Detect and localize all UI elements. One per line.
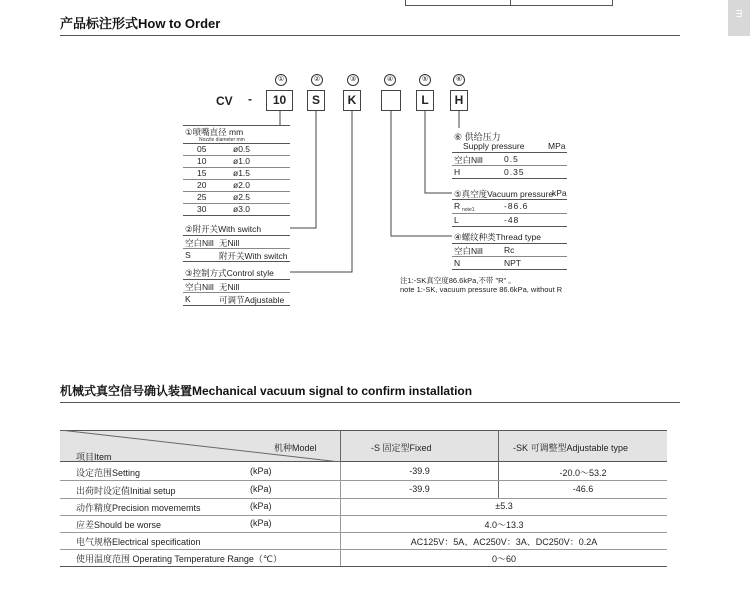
spec-row-unit: (kPa) [250,501,272,511]
spec-row-value-sk: -46.6 [572,484,594,494]
order-num-1: ① [275,74,287,86]
nozzle-row [183,168,290,180]
nozzle-diameter: ø2.5 [233,192,251,202]
control-code: K [185,294,191,304]
side-tab-label: m [733,9,745,18]
spec-row-label: 使用温度范围 Operating Temperature Range（℃） [76,554,283,564]
nozzle-diameter: ø3.0 [233,204,251,214]
connector-switch [290,111,316,228]
spec-header-sk: -SK 可调整型Adjustable type [513,443,629,453]
order-box-switch: S [307,90,325,111]
thread-code: 空白Nill [454,246,483,256]
spec-row-label: 设定范围Setting [76,468,141,478]
spec-row [60,480,667,499]
thread-row [452,257,567,270]
spec-row [60,532,667,550]
spec-row [60,498,667,516]
vacuum-block [452,187,567,227]
order-box-control: K [343,90,361,111]
order-box-supply: H [450,90,468,111]
nozzle-row [183,192,290,204]
control-row [183,293,290,306]
connector-thread [391,111,452,236]
section-title-mechanical-vacuum: 机械式真空信号确认装置Mechanical vacuum signal to confirm installation [60,384,473,398]
nozzle-diameter: ø2.0 [233,180,251,190]
spec-row-label: 动作精度Precision movememts [76,503,201,513]
order-num-4: ④ [384,74,396,86]
vacuum-row [452,200,567,214]
vacuum-note-ref: note1 [462,207,475,213]
spec-row-unit: (kPa) [250,466,272,476]
thread-block [452,231,567,270]
nozzle-row [183,156,290,168]
thread-code: N [454,258,461,268]
spec-row-value: AC125V：5A、AC250V：3A、DC250V：0.2A [410,537,598,547]
switch-title: ②附开关With switch [183,223,290,236]
supply-code: H [454,167,461,177]
nozzle-code: 20 [197,180,207,190]
thread-value: NPT [504,258,521,268]
order-num-2: ② [311,74,323,86]
order-prefix: CV [216,94,233,108]
connector-control [290,111,352,272]
spec-row [60,549,667,567]
spec-divider-v1-body [340,462,341,566]
spec-row-label: 应差Should be worse [76,520,162,530]
control-desc: 可调节Adjustable [219,295,285,305]
supply-value: 0.5 [504,154,519,164]
nozzle-diameter: ø0.5 [233,144,251,154]
vacuum-unit: kPa [552,188,567,198]
switch-desc: 无Nill [219,238,240,248]
note-cn: 注1:-SK真空度86.6kPa,不带 "R" 。 [400,276,516,285]
spec-row-unit: (kPa) [250,518,272,528]
vacuum-value: -48 [504,215,520,225]
order-num-6: ⑥ [453,74,465,86]
spec-row-value-s: -39.9 [409,484,430,494]
switch-row [183,236,290,249]
spec-row-value: 0～60 [491,554,517,564]
section-title-how-to-order: 产品标注形式How to Order [60,16,221,31]
vacuum-code: R [454,201,461,211]
nozzle-code: 15 [197,168,207,178]
control-title: ③控制方式Control style [183,267,290,280]
supply-value: 0.35 [504,167,525,177]
nozzle-row [183,204,290,216]
vacuum-value: -86.6 [504,201,529,211]
nozzle-code: 25 [197,192,207,202]
spec-table [60,430,667,566]
control-code: 空白Nill [185,282,214,292]
vacuum-row [452,214,567,227]
nozzle-diameter: ø1.0 [233,156,251,166]
spec-header-model: 机种Model [274,443,317,453]
vacuum-title: ⑤真空度Vacuum pressure [454,189,554,199]
thread-row [452,244,567,257]
order-box-nozzle: 10 [266,90,293,111]
nozzle-row [183,180,290,192]
supply-subtitle: Supply pressure [463,141,525,151]
nozzle-code: 10 [197,156,207,166]
spec-row-unit: (kPa) [250,484,272,494]
nozzle-block [183,125,290,216]
supply-unit: MPa [548,141,566,151]
spec-header-s: -S 固定型Fixed [371,443,432,453]
nozzle-diameter: ø1.5 [233,168,251,178]
switch-code: 空白Nill [185,238,214,248]
connector-vacuum [425,111,452,193]
spec-header-item: 项目Item [76,452,112,462]
switch-code: S [185,250,191,260]
section-rule-2 [60,402,680,403]
control-block [183,267,290,306]
switch-block [183,223,290,262]
spec-row [60,462,667,481]
nozzle-code: 30 [197,204,207,214]
supply-title: ⑥ 供给压力 [454,132,501,142]
control-desc: 无Nill [219,282,240,292]
nozzle-code: 05 [197,144,207,154]
spec-divider-v1 [340,430,341,462]
order-box-vacuum: L [416,90,434,111]
nozzle-row [183,144,290,156]
supply-code: 空白Nill [454,155,483,165]
switch-desc: 附开关With switch [219,251,288,261]
note-en: note 1:-SK, vacuum pressure 86.6kPa, without R [400,285,563,294]
order-dash: - [248,92,252,106]
spec-row-value: ±5.3 [495,501,513,511]
nozzle-title: ①喷嘴直径 mm [185,127,244,137]
supply-row [452,166,567,179]
thread-title: ④螺纹种类Thread type [452,231,567,244]
switch-row [183,249,290,262]
supply-block [452,128,567,179]
order-num-3: ③ [347,74,359,86]
spec-row [60,515,667,533]
vacuum-code: L [454,215,459,225]
spec-row-value: 4.0～13.3 [484,520,524,530]
nozzle-subtitle: Nozzle diameter mm [199,137,245,143]
spec-row-value-s: -39.9 [409,466,430,476]
spec-row-value-sk: -20.0～53.2 [559,468,607,478]
spec-row-label: 电气规格Electrical specification [76,537,201,547]
spec-row-label: 出荷时设定值Initial setup [76,486,176,496]
thread-value: Rc [504,245,515,255]
supply-row [452,153,567,166]
control-row [183,280,290,293]
order-num-5: ⑤ [419,74,431,86]
